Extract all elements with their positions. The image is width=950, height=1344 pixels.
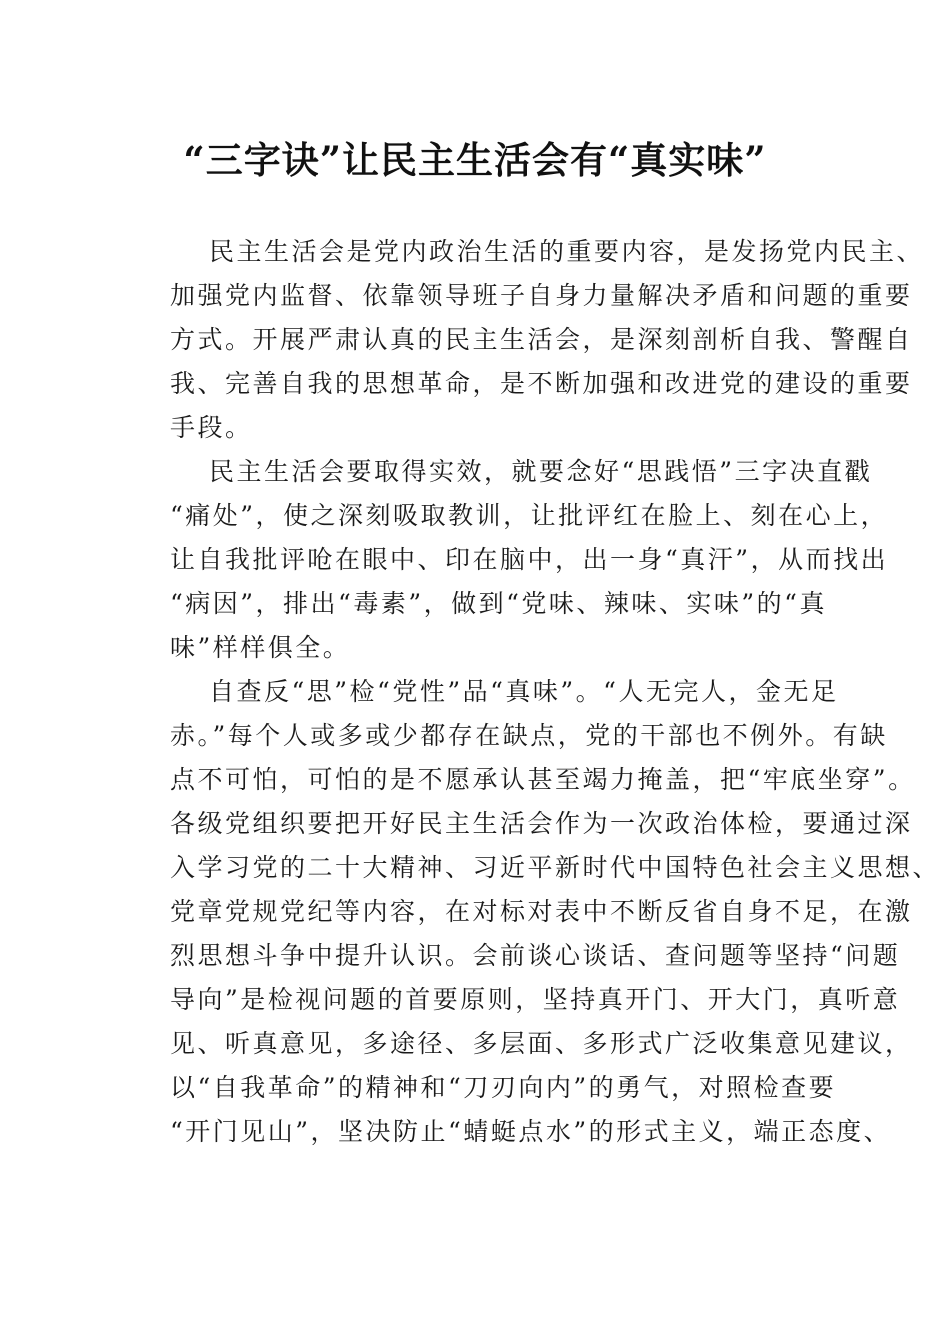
paragraph-line: “病因”，排出“毒素”，做到“党味、辣味、实味”的“真: [170, 589, 827, 618]
paragraph-line: 方式。开展严肃认真的民主生活会，是深刻剖析自我、警醒自: [170, 325, 913, 354]
document-title: “三字诀”让民主生活会有“真实味”: [183, 138, 767, 182]
paragraph-line: 烈思想斗争中提升认识。会前谈心谈话、查问题等坚持“问题: [170, 941, 901, 970]
paragraph-line: “痛处”，使之深刻吸取教训，让批评红在脸上、刻在心上，: [170, 501, 889, 530]
paragraph-line: 导向”是检视问题的首要原则，坚持真开门、开大门，真听意: [170, 985, 901, 1014]
paragraph-line: 让自我批评呛在眼中、印在脑中，出一身“真汗”，从而找出: [170, 545, 889, 574]
paragraph-line: 入学习党的二十大精神、习近平新时代中国特色社会主义思想、: [170, 853, 941, 882]
paragraph-line: 民主生活会要取得实效，就要念好“思践悟”三字决直戳: [209, 457, 873, 486]
paragraph-line: 以“自我革命”的精神和“刀刃向内”的勇气，对照检查要: [170, 1073, 837, 1102]
paragraph-2: [120, 450, 889, 670]
paragraph-line: 自查反“思”检“党性”品“真味”。“人无完人，金无足: [209, 677, 839, 706]
paragraph-line: 味”样样俱全。: [170, 633, 351, 662]
paragraph-line: 赤。”每个人或多或少都存在缺点，党的干部也不例外。有缺: [170, 721, 888, 750]
paragraph-line: 各级党组织要把开好民主生活会作为一次政治体检，要通过深: [170, 809, 913, 838]
document-body: [120, 230, 941, 1154]
paragraph-line: 我、完善自我的思想革命，是不断加强和改进党的建设的重要: [170, 369, 913, 398]
paragraph-line: “开门见山”，坚决防止“蜻蜓点水”的形式主义，端正态度、: [170, 1117, 892, 1146]
paragraph-line: 手段。: [170, 413, 253, 442]
paragraph-3: [120, 670, 941, 1154]
paragraph-line: 加强党内监督、依靠领导班子自身力量解决矛盾和问题的重要: [170, 281, 913, 310]
paragraph-line: 民主生活会是党内政治生活的重要内容，是发扬党内民主、: [209, 237, 925, 266]
paragraph-1: [120, 230, 925, 450]
paragraph-line: 党章党规党纪等内容，在对标对表中不断反省自身不足，在激: [170, 897, 913, 926]
paragraph-line: 见、听真意见，多途径、多层面、多形式广泛收集意见建议，: [170, 1029, 913, 1058]
paragraph-line: 点不可怕，可怕的是不愿承认甚至竭力掩盖，把“牢底坐穿”。: [170, 765, 916, 794]
